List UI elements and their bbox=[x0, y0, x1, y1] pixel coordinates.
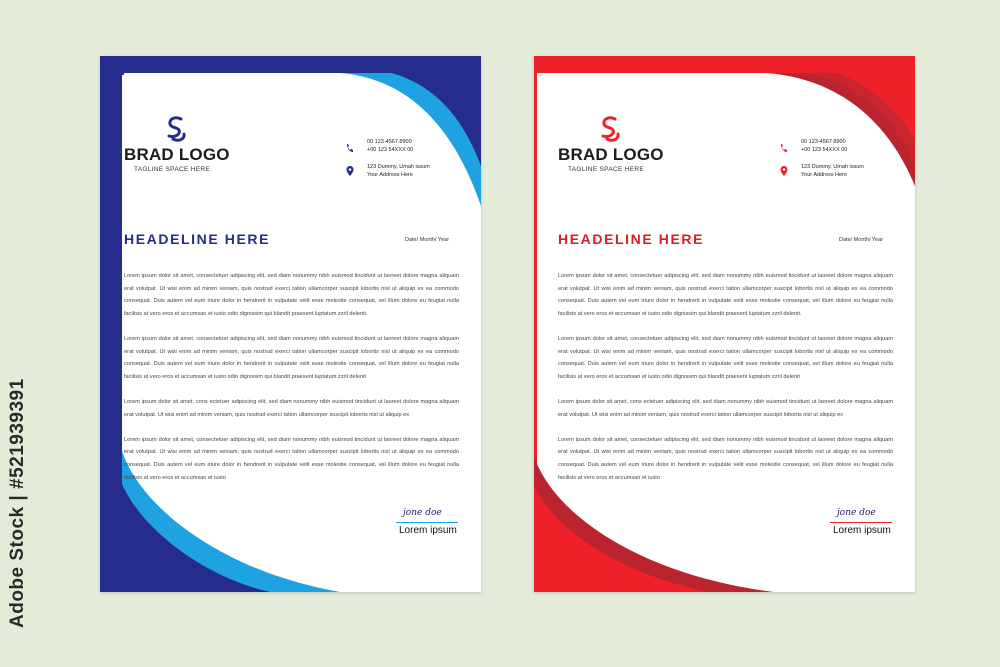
phone-icon bbox=[780, 143, 788, 153]
paragraph: Lorem ipsum dolor sit amet, consectetuer adipiscing elit, sed diam nonummy nibh euismod tincidunt ut laoreet dolore magna aliquam erat volutpat. Ut wisi enim ad minim veniam, quis nostrud exerci tation ullamcorper suscipit lobortis nisl ut aliquip ex ea commodo consequat. Duis autem vel eum iriure dolor in hendrerit in vulputate velit esse molestie consequat, vel illum dolore eu feugiat nulla facilisis at vero eros et accumsan et iusto odio dignissim qui blandit praesent luptatum zzril delenit. bbox=[558, 273, 893, 317]
address-line-1: 123 Dummy, Umah issum bbox=[801, 164, 864, 170]
paragraph: Lorem ipsum dolor sit amet, consectetuer adipiscing elit, sed diam nonummy nibh euismod tincidunt ut laoreet dolore magna aliquam erat volutpat. Ut wisi enim ad minim veniam, quis nostrud exerci tation ullamcorper suscipit lobortis nisl ut aliquip ex ea commodo consequat. Duis autem vel eum iriure dolor in hendrerit in vulputate velit esse molestie consequat, vel illum dolore eu feugiat nulla facilisis at vero eros et accumsan et iusto bbox=[558, 436, 893, 481]
letterhead-blue bbox=[100, 56, 481, 592]
headline: HEADELINE HERE bbox=[558, 231, 705, 247]
brand-logo-icon bbox=[597, 116, 625, 142]
headline: HEADELINE HERE bbox=[124, 231, 271, 247]
paragraph: Lorem ipsum dolor sit amet, consectetuer adipiscing elit, sed diam nonummy nibh euismod tincidunt ut laoreet dolore magna aliquam erat volutpat. Ut wisi enim ad minim veniam, quis nostrud exerci tation ullamcorper suscipit lobortis nisl ut aliquip ex ea commodo consequat. Duis autem vel eum iriure dolor in hendrerit in vulputate velit esse molestie consequat, vel illum dolore eu feugiat nulla facilisis at vero eros et accumsan et iusto odio dignissim qui blandit praesent luptatum zzril delenit bbox=[558, 335, 893, 380]
paragraph: Lorem ipsum dolor sit amet, cons ectetuer adipiscing elit, sed diam nonummy nibh euismod tincidunt ut laoreet dolore magna aliquam erat volutpat. Ut wisi enim ad minim veniam, quis nostrud exerci tation ullamcorper suscipit lobortis nisl ut aliquip ex bbox=[558, 398, 893, 418]
signatory-name: Lorem ipsum bbox=[833, 525, 891, 536]
signature-line bbox=[396, 522, 458, 523]
top-band-dark bbox=[100, 56, 481, 73]
brand-name: BRAD LOGO bbox=[124, 145, 230, 164]
signature: jone doe bbox=[837, 508, 876, 518]
brand-name: BRAD LOGO bbox=[558, 145, 664, 164]
signature-line bbox=[830, 522, 892, 523]
stock-id-label: Adobe Stock | #521939391 bbox=[7, 378, 28, 628]
brand-logo-icon bbox=[163, 116, 191, 142]
body-text bbox=[558, 270, 893, 497]
corner-fill bbox=[100, 56, 124, 75]
phone-2: +00 123 54XXX 00 bbox=[801, 147, 848, 153]
paragraph: Lorem ipsum dolor sit amet, consectetuer adipiscing elit, sed diam nonummy nibh euismod tincidunt ut laoreet dolore magna aliquam erat volutpat. Ut wisi enim ad minim veniam, quis nostrud exerci tation ullamcorper suscipit lobortis nisl ut aliquip ex ea commodo consequat. Duis autem vel eum iriure dolor in hendrerit in vulputate velit esse molestie consequat, vel illum dolore eu feugiat nulla facilisis at vero eros et accumsan et iusto odio dignissim qui blandit praesent luptatum zzril delenit bbox=[124, 335, 459, 380]
paragraph: Lorem ipsum dolor sit amet, consectetuer adipiscing elit, sed diam nonummy nibh euismod tincidunt ut laoreet dolore magna aliquam erat volutpat. Ut wisi enim ad minim veniam, quis nostrud exerci tation ullamcorper suscipit lobortis nisl ut aliquip ex ea commodo consequat. Duis autem vel eum iriure dolor in hendrerit in vulputate velit esse molestie consequat, vel illum dolore eu feugiat nulla facilisis at vero eros et accumsan et iusto bbox=[124, 436, 459, 481]
top-band-red bbox=[534, 56, 915, 73]
paragraph: Lorem ipsum dolor sit amet, consectetuer adipiscing elit, sed diam nonummy nibh euismod tincidunt ut laoreet dolore magna aliquam erat volutpat. Ut wisi enim ad minim veniam, quis nostrud exerci tation ullamcorper suscipit lobortis nisl ut aliquip ex ea commodo consequat. Duis autem vel eum iriure dolor in hendrerit in vulputate velit esse molestie consequat, vel illum dolore eu feugiat nulla facilisis at vero eros et accumsan et iusto odio dignissim qui blandit praesent luptatum zzril delenit. bbox=[124, 273, 459, 317]
date: Date/ Month/ Year bbox=[405, 237, 450, 243]
phone-2: +00 123 54XXX 00 bbox=[367, 147, 414, 153]
left-band-dark bbox=[100, 56, 122, 592]
address-line-2: Your Address Here bbox=[367, 172, 413, 178]
address-line-1: 123 Dummy, Umah issum bbox=[367, 164, 430, 170]
signature: jone doe bbox=[403, 508, 442, 518]
location-pin-icon bbox=[780, 166, 788, 176]
paragraph: Lorem ipsum dolor sit amet, cons ectetuer adipiscing elit, sed diam nonummy nibh euismod tincidunt ut laoreet dolore magna aliquam erat volutpat. Ut wisi enim ad minim veniam, quis nostrud exerci tation ullamcorper suscipit lobortis nisl ut aliquip ex bbox=[124, 398, 459, 418]
address-line-2: Your Address Here bbox=[801, 172, 847, 178]
date: Date/ Month/ Year bbox=[839, 237, 884, 243]
phone-1: 00 123-4567 8900 bbox=[367, 139, 412, 145]
letterhead-red bbox=[534, 56, 915, 592]
phone-icon bbox=[346, 143, 354, 153]
tagline: TAGLINE SPACE HERE bbox=[134, 166, 210, 173]
location-pin-icon bbox=[346, 166, 354, 176]
phone-1: 00 123-4567 8900 bbox=[801, 139, 846, 145]
signatory-name: Lorem ipsum bbox=[399, 525, 457, 536]
body-text bbox=[124, 270, 459, 497]
tagline: TAGLINE SPACE HERE bbox=[568, 166, 644, 173]
